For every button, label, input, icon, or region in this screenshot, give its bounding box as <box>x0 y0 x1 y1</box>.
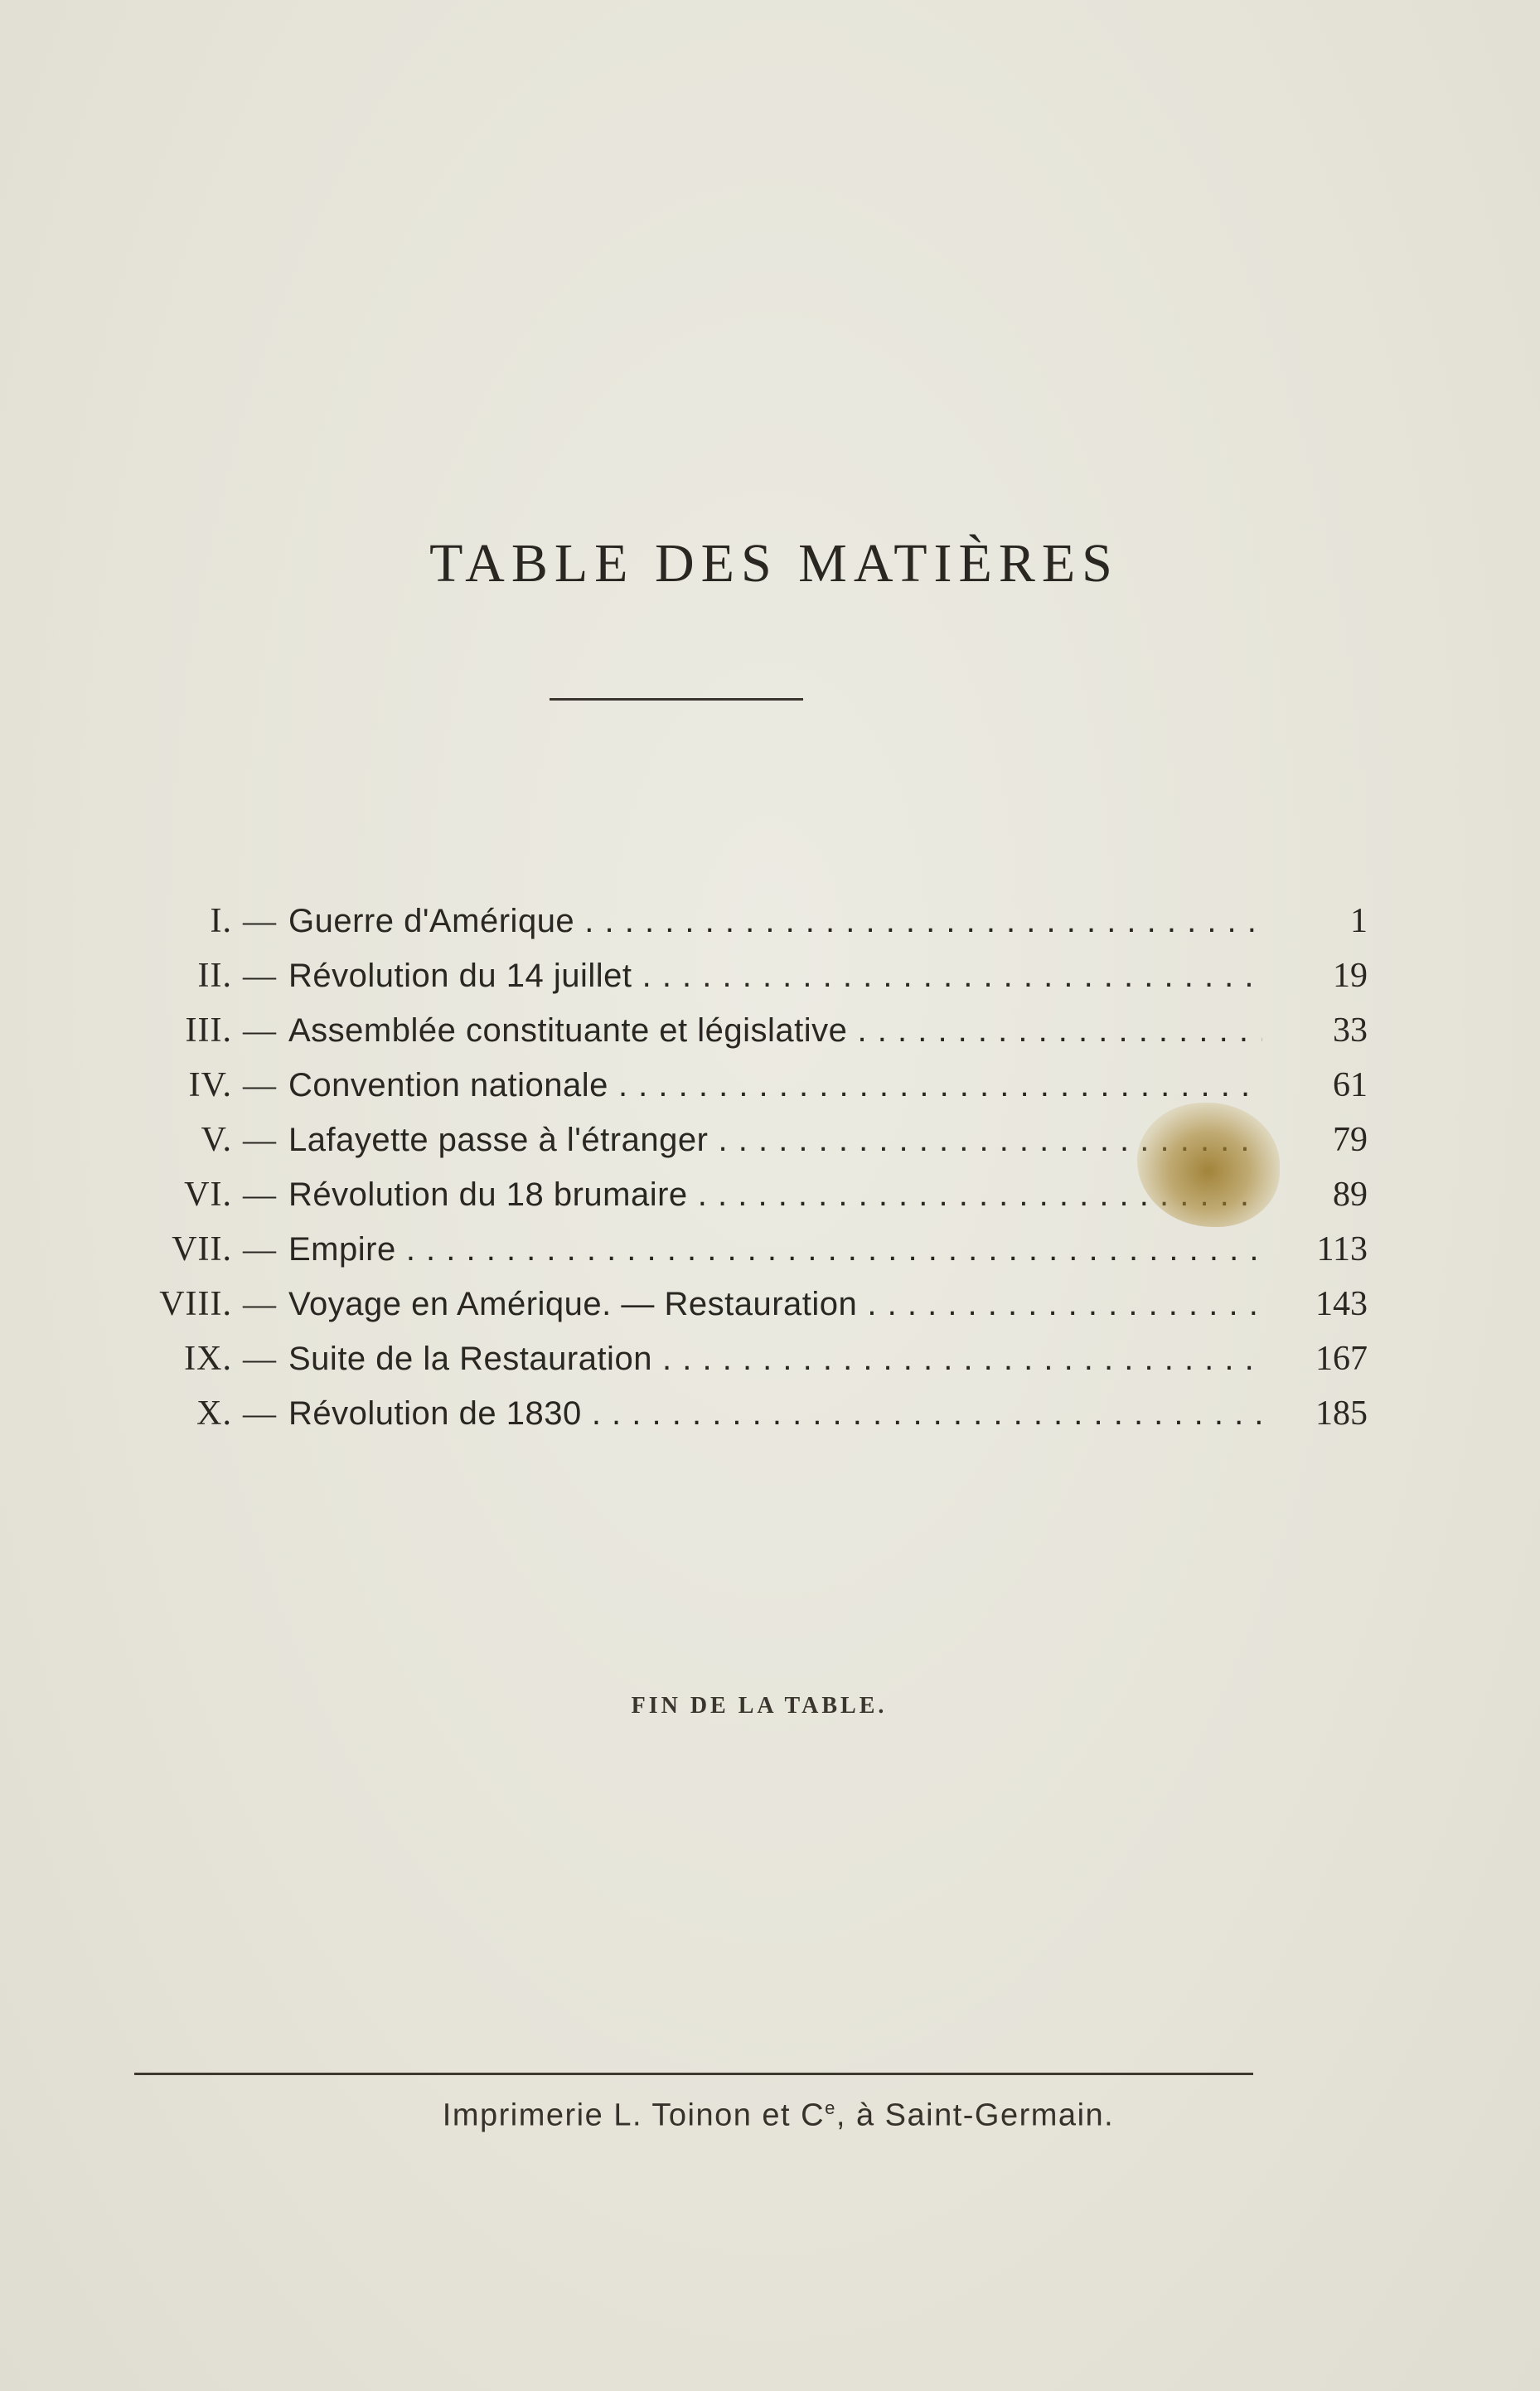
chapter-title-text: Empire <box>288 1231 396 1268</box>
chapter-numeral: V. <box>201 1121 232 1159</box>
chapter-title-text: Révolution du 14 juillet <box>288 958 632 994</box>
chapter-dash: — <box>243 1230 276 1268</box>
toc-row <box>116 1003 1368 1058</box>
toc-row <box>116 1113 1368 1167</box>
chapter-page-number: 61 <box>1333 1066 1368 1104</box>
chapter-title <box>288 894 1262 948</box>
chapter-numeral: III. <box>185 1011 232 1050</box>
toc-row <box>116 948 1368 1003</box>
chapter-numeral: IX. <box>184 1340 232 1378</box>
chapter-page-number: 113 <box>1316 1230 1368 1268</box>
chapter-page-number: 1 <box>1350 902 1368 940</box>
printer-imprint <box>0 2098 1540 2134</box>
chapter-dash: — <box>243 1011 276 1049</box>
chapter-dash: — <box>243 902 276 939</box>
chapter-title-text: Révolution du 18 brumaire <box>288 1176 688 1213</box>
title-divider <box>550 698 803 701</box>
chapter-title <box>288 1331 1262 1386</box>
toc-row <box>116 1222 1368 1277</box>
toc-row <box>116 1277 1368 1331</box>
chapter-title <box>288 1222 1262 1277</box>
chapter-dash: — <box>243 1285 276 1322</box>
chapter-numeral: II. <box>197 957 232 995</box>
chapter-title <box>288 1058 1262 1113</box>
chapter-title-text: Suite de la Restauration <box>288 1341 652 1377</box>
table-of-contents <box>116 894 1368 1441</box>
chapter-numeral: VIII. <box>159 1285 232 1323</box>
chapter-title <box>288 1113 1262 1167</box>
toc-row <box>116 1386 1368 1441</box>
toc-row <box>116 1331 1368 1386</box>
chapter-numeral: VI. <box>184 1176 232 1214</box>
chapter-title <box>288 1386 1262 1441</box>
chapter-title-text: Guerre d'Amérique <box>288 903 575 939</box>
chapter-page-number: 19 <box>1333 957 1368 995</box>
chapter-dash: — <box>243 1176 276 1213</box>
chapter-title-text: Révolution de 1830 <box>288 1395 582 1432</box>
printer-suffix: , à Saint-Germain. <box>835 2098 1115 2133</box>
chapter-title-text: Lafayette passe à l'étranger <box>288 1122 709 1158</box>
chapter-dash: — <box>243 1121 276 1158</box>
chapter-numeral: I. <box>210 902 232 940</box>
chapter-page-number: 185 <box>1315 1394 1368 1433</box>
chapter-numeral: X. <box>196 1394 232 1433</box>
chapter-dash: — <box>243 1340 276 1377</box>
chapter-title-text: Voyage en Amérique. — Restauration <box>288 1286 858 1322</box>
chapter-dash: — <box>243 1394 276 1432</box>
chapter-numeral: VII. <box>172 1230 232 1268</box>
toc-row <box>116 1167 1368 1222</box>
chapter-dash: — <box>243 1066 276 1103</box>
chapter-page-number: 143 <box>1315 1285 1368 1323</box>
toc-row <box>116 894 1368 948</box>
chapter-title <box>288 1003 1262 1058</box>
footer-divider <box>134 2073 1253 2075</box>
chapter-title-text: Assemblée constituante et législative <box>288 1012 848 1049</box>
printer-superscript: e <box>825 2098 836 2118</box>
toc-row <box>116 1058 1368 1113</box>
chapter-numeral: IV. <box>188 1066 232 1104</box>
chapter-dash: — <box>243 957 276 994</box>
printer-prefix: Imprimerie L. Toinon et C <box>442 2098 826 2133</box>
chapter-page-number: 33 <box>1333 1011 1368 1050</box>
chapter-title-text: Convention nationale <box>288 1067 608 1103</box>
page-title: TABLE DES MATIÈRES <box>429 533 1119 594</box>
chapter-page-number: 89 <box>1333 1176 1368 1214</box>
chapter-title <box>288 948 1262 1003</box>
end-of-table-note: FIN DE LA TABLE. <box>631 1693 888 1719</box>
chapter-page-number: 167 <box>1315 1340 1368 1378</box>
chapter-title <box>288 1167 1262 1222</box>
chapter-page-number: 79 <box>1333 1121 1368 1159</box>
chapter-title <box>288 1277 1262 1331</box>
